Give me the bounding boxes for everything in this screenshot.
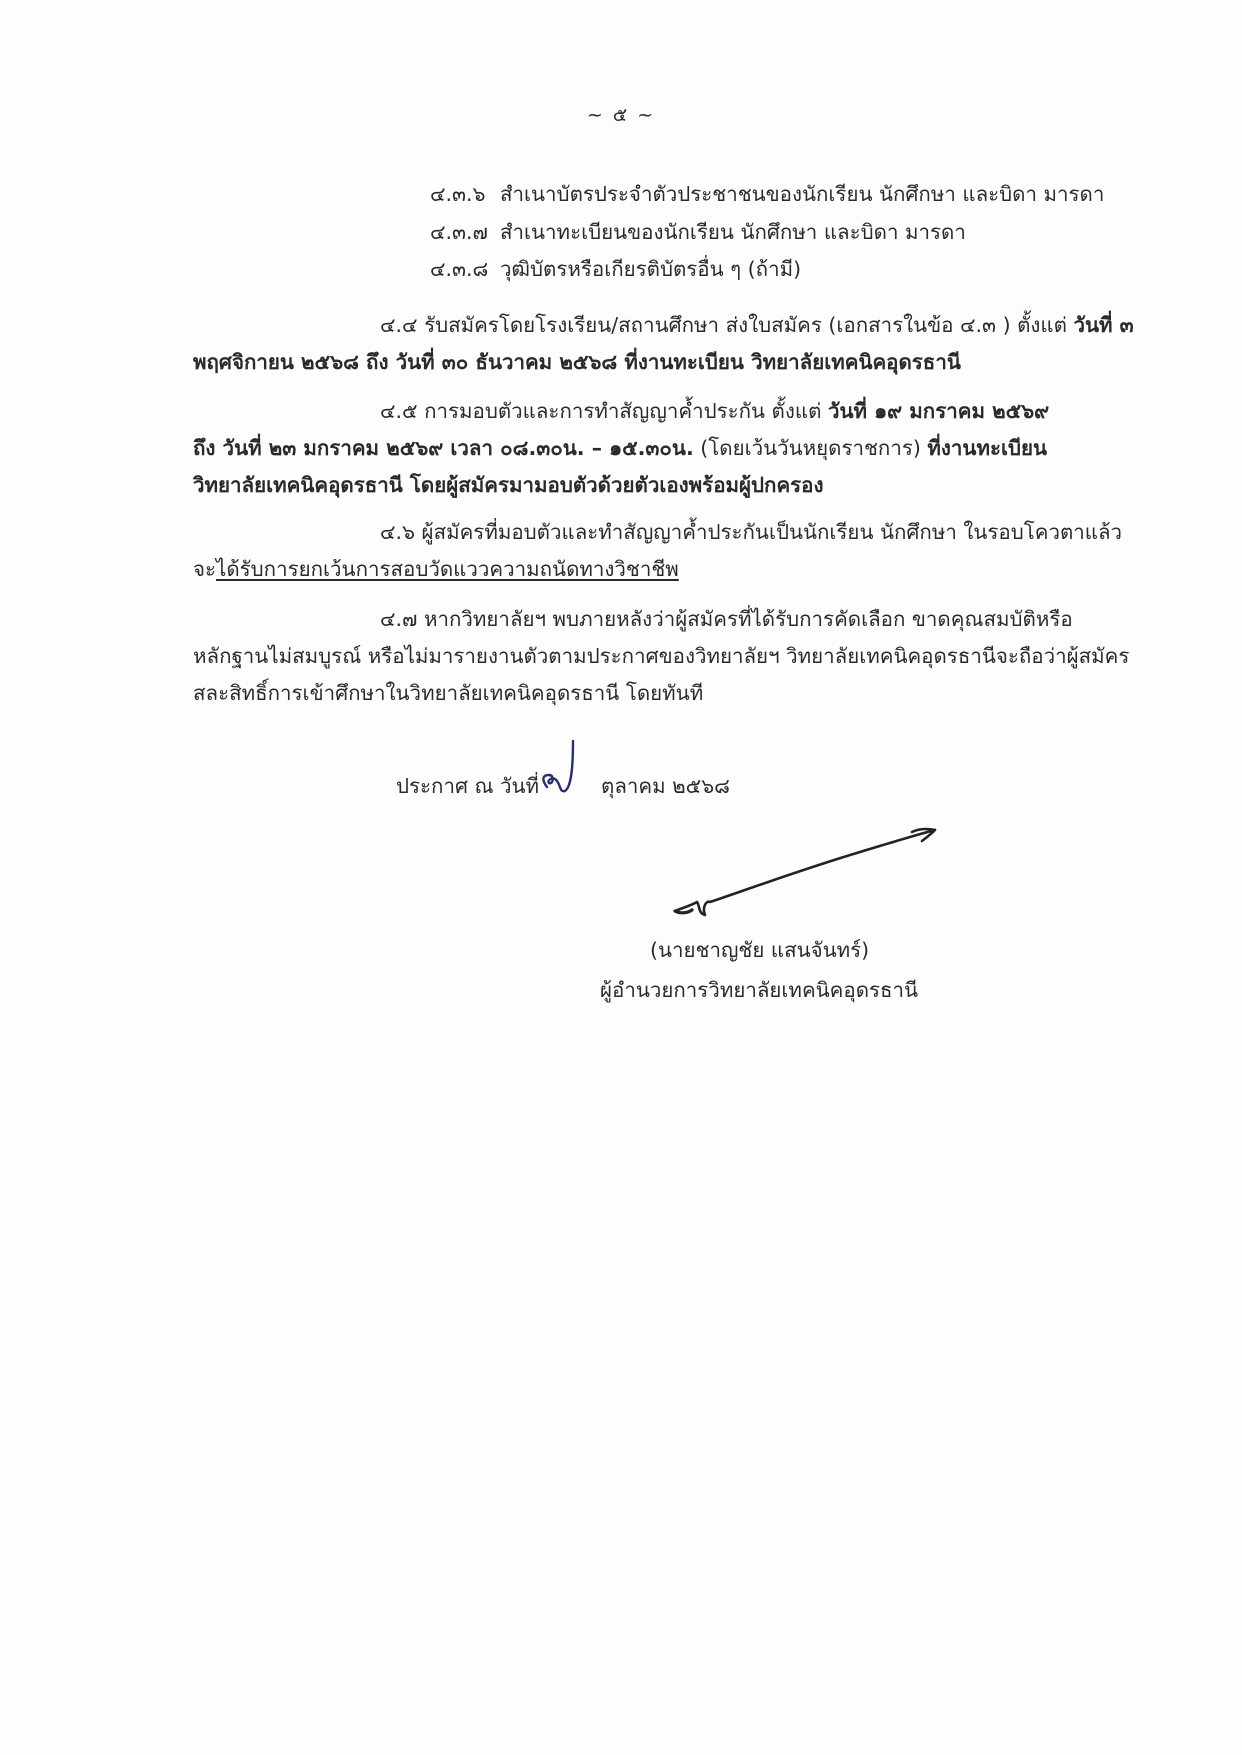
section-time-bold: ถึง วันที่ ๒๓ มกราคม ๒๕๖๙ เวลา ๐๘.๓๐น. – ๑๕.๓๐น.: [193, 436, 694, 460]
item-text: สำเนาบัตรประจำตัวประชาชนของนักเรียน นักศึกษา และบิดา มารดา: [500, 182, 1105, 206]
item-number: ๔.๓.๖: [430, 182, 486, 206]
section-4-7-line-3: สละสิทธิ์การเข้าศึกษาในวิทยาลัยเทคนิคอุดรธานี โดยทันที: [193, 681, 704, 705]
item-number: ๔.๓.๗: [430, 220, 488, 244]
section-date-bold: วันที่ ๑๙ มกราคม ๒๕๖๙: [827, 399, 1050, 423]
announcement-date-prefix: ประกาศ ณ วันที่: [396, 774, 540, 798]
section-4-6-line-1: ๔.๖ ผู้สมัครที่มอบตัวและทำสัญญาค้ำประกันเป็นนักเรียน นักศึกษา ในรอบโควตาแล้ว: [380, 520, 1123, 544]
section-4-7-line-1: ๔.๗ หากวิทยาลัยฯ พบภายหลังว่าผู้สมัครที่ได้รับการคัดเลือก ขาดคุณสมบัติหรือ: [380, 607, 1073, 631]
item-text: วุฒิบัตรหรือเกียรติบัตรอื่น ๆ (ถ้ามี): [500, 257, 802, 281]
section-text: จะ: [193, 557, 217, 581]
signatory-name: (นายชาญชัย แสนจันทร์): [650, 938, 870, 962]
section-4-4-line-2: พฤศจิกายน ๒๕๖๘ ถึง วันที่ ๓๐ ธันวาคม ๒๕๖๘ ที่งานทะเบียน วิทยาลัยเทคนิคอุดรธานี: [193, 350, 961, 374]
underlined-text: ได้รับการยกเว้นการสอบวัดแววความถนัดทางวิชาชีพ: [216, 557, 679, 581]
section-text: ๔.๕ การมอบตัวและการทำสัญญาค้ำประกัน ตั้งแต่: [380, 399, 828, 423]
section-text: (โดยเว้นวันหยุดราชการ): [693, 436, 928, 460]
signatory-title: ผู้อำนวยการวิทยาลัยเทคนิคอุดรธานี: [600, 978, 919, 1002]
page-number: ~ ๕ ~: [586, 104, 656, 126]
section-4-7-line-2: หลักฐานไม่สมบูรณ์ หรือไม่มารายงานตัวตามประกาศของวิทยาลัยฯ วิทยาลัยเทคนิคอุดรธานีจะถือว่าผู้สมัคร: [193, 644, 1130, 668]
section-4-5-line-3: วิทยาลัยเทคนิคอุดรธานี โดยผู้สมัครมามอบตัวด้วยตัวเองพร้อมผู้ปกครอง: [193, 473, 824, 497]
section-place-bold: ที่งานทะเบียน: [927, 436, 1048, 460]
section-date-bold: วันที่ ๓: [1073, 313, 1134, 337]
item-text: สำเนาทะเบียนของนักเรียน นักศึกษา และบิดา มารดา: [500, 220, 966, 244]
section-text: ๔.๔ รับสมัครโดยโรงเรียน/สถานศึกษา ส่งใบสมัคร (เอกสารในข้อ ๔.๓ ) ตั้งแต่: [380, 313, 1074, 337]
item-number: ๔.๓.๘: [430, 257, 489, 281]
announcement-month-year: ตุลาคม ๒๕๖๘: [601, 774, 730, 798]
